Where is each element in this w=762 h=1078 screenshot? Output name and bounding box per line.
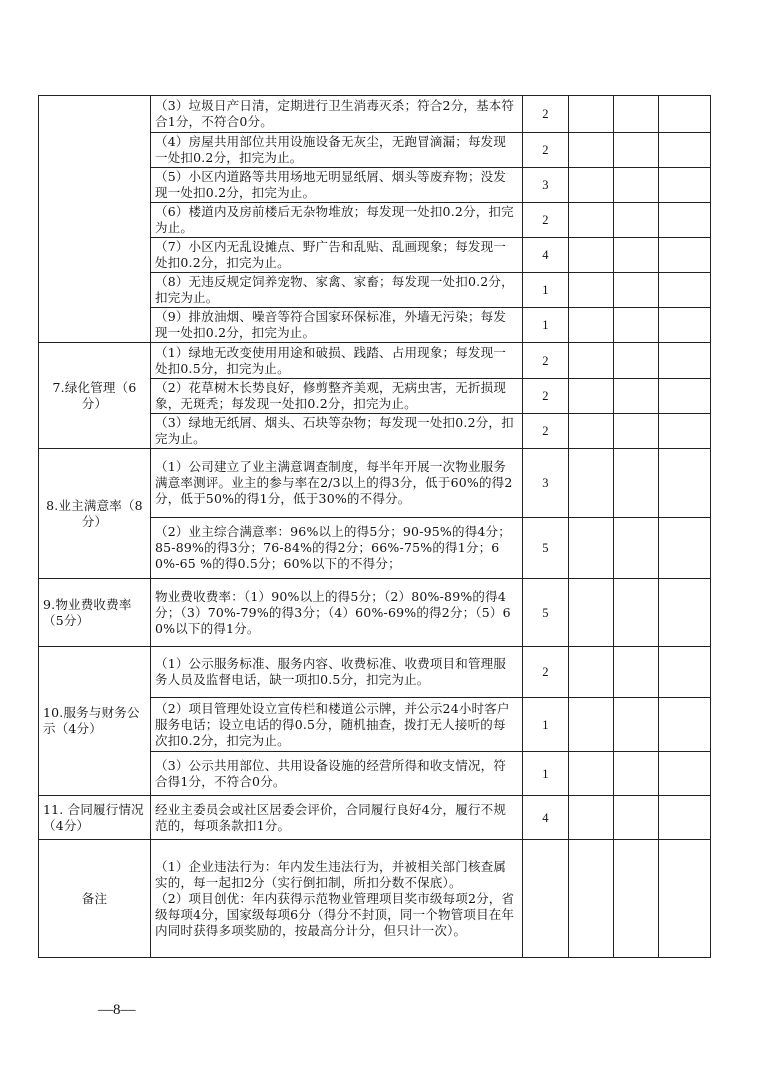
score-cell bbox=[569, 308, 614, 343]
score-cell bbox=[614, 414, 659, 449]
score-cell bbox=[614, 449, 659, 518]
score-cell bbox=[614, 796, 659, 840]
score-cell bbox=[659, 238, 711, 273]
score-cell bbox=[569, 238, 614, 273]
table-row bbox=[39, 647, 711, 698]
score-cell bbox=[569, 752, 614, 796]
points-cell: 2 bbox=[523, 647, 569, 698]
score-cell bbox=[614, 379, 659, 414]
score-cell bbox=[659, 647, 711, 698]
points-cell: 4 bbox=[523, 796, 569, 840]
score-cell bbox=[659, 133, 711, 168]
item-text: （1）绿地无改变使用用途和破损、践踏、占用现象；每发现一处扣0.5分，扣完为止。 bbox=[151, 343, 523, 379]
score-cell bbox=[614, 840, 659, 958]
score-cell bbox=[659, 518, 711, 579]
points-cell bbox=[523, 840, 569, 958]
table-row bbox=[39, 796, 711, 840]
item-text: （1）公示服务标准、服务内容、收费标准、收费项目和管理服务人员及监督电话，缺一项扣0.5分，扣完为止。 bbox=[151, 647, 523, 698]
item-text: 经业主委员会或社区居委会评价，合同履行良好4分，履行不规范的，每项条款扣1分。 bbox=[151, 796, 523, 840]
category-service-finance-disclosure: 10.服务与财务公示（4分） bbox=[39, 647, 151, 796]
score-cell bbox=[659, 579, 711, 647]
points-cell: 2 bbox=[523, 343, 569, 379]
score-cell bbox=[569, 796, 614, 840]
score-cell bbox=[569, 518, 614, 579]
score-cell bbox=[569, 343, 614, 379]
score-cell bbox=[614, 752, 659, 796]
score-cell bbox=[659, 343, 711, 379]
score-cell bbox=[659, 203, 711, 238]
score-cell bbox=[614, 647, 659, 698]
item-text: （9）排放油烟、噪音等符合国家环保标准，外墙无污染；每发现一处扣0.2分，扣完为止。 bbox=[151, 308, 523, 343]
points-cell: 2 bbox=[523, 414, 569, 449]
score-cell bbox=[659, 379, 711, 414]
points-cell: 2 bbox=[523, 203, 569, 238]
score-cell bbox=[569, 133, 614, 168]
points-cell: 2 bbox=[523, 96, 569, 133]
points-cell: 5 bbox=[523, 518, 569, 579]
item-text: （2）花草树木长势良好，修剪整齐美观，无病虫害，无折损现象，无斑秃；每发现一处扣0.2分，扣完为止。 bbox=[151, 379, 523, 414]
page-number: —8— bbox=[98, 1002, 136, 1018]
score-cell bbox=[569, 96, 614, 133]
item-text: 物业费收费率：（1）90%以上的得5分；（2）80%-89%的得4分；（3）70%-79%的得3分；（4）60%-69%的得2分；（5）60%以下的得1分。 bbox=[151, 579, 523, 647]
table-row bbox=[39, 449, 711, 518]
score-cell bbox=[569, 379, 614, 414]
item-text: （1）公司建立了业主满意调查制度，每半年开展一次物业服务满意率测评。业主的参与率在2/3以上的得3分，低于60%的得2分，低于50%的得1分，低于30%的不得分。 bbox=[151, 449, 523, 518]
table-row bbox=[39, 579, 711, 647]
table-row bbox=[39, 96, 711, 133]
score-cell bbox=[569, 203, 614, 238]
score-cell bbox=[614, 579, 659, 647]
remark-line: （2）项目创优：年内获得示范物业管理项目奖市级每项2分，省级每项4分，国家级每项6分（得分不封顶，同一个物管项目在年内同时获得多项奖励的，按最高分计分，但只计一次）。 bbox=[155, 890, 515, 938]
item-text: （7）小区内无乱设摊点、野广告和乱贴、乱画现象；每发现一处扣0.2分，扣完为止。 bbox=[151, 238, 523, 273]
score-cell bbox=[614, 203, 659, 238]
category-fee-collection-rate: 9.物业费收费率（5分） bbox=[39, 579, 151, 647]
table-row bbox=[39, 343, 711, 379]
points-cell: 1 bbox=[523, 752, 569, 796]
score-cell bbox=[659, 449, 711, 518]
table-row bbox=[39, 840, 711, 958]
score-cell bbox=[569, 698, 614, 752]
score-cell bbox=[614, 238, 659, 273]
score-cell bbox=[614, 168, 659, 203]
category-remarks: 备注 bbox=[39, 840, 151, 958]
item-text: （3）绿地无纸屑、烟头、石块等杂物；每发现一处扣0.2分，扣完为止。 bbox=[151, 414, 523, 449]
score-cell bbox=[614, 96, 659, 133]
score-cell bbox=[569, 449, 614, 518]
scoring-table-page bbox=[38, 95, 711, 958]
score-cell bbox=[569, 273, 614, 308]
item-text: （3）公示共用部位、共用设备设施的经营所得和收支情况，符合得1分，不符合0分。 bbox=[151, 752, 523, 796]
score-cell bbox=[659, 308, 711, 343]
score-cell bbox=[659, 414, 711, 449]
score-cell bbox=[614, 698, 659, 752]
points-cell: 1 bbox=[523, 308, 569, 343]
item-text: （2）业主综合满意率：96%以上的得5分；90-95%的得4分；85-89%的得3分；76-84%的得2分；66%-75%的得1分；60%-65 %的得0.5分；60%以下的不得分； bbox=[151, 518, 523, 579]
score-cell bbox=[659, 273, 711, 308]
category-cell-continued bbox=[39, 96, 151, 343]
category-contract-performance: 11. 合同履行情况（4分） bbox=[39, 796, 151, 840]
score-cell bbox=[659, 698, 711, 752]
score-cell bbox=[659, 96, 711, 133]
score-cell bbox=[614, 343, 659, 379]
score-cell bbox=[659, 168, 711, 203]
points-cell: 3 bbox=[523, 449, 569, 518]
remark-line: （1）企业违法行为：年内发生违法行为，并被相关部门核查属实的，每一起扣2分（实行倒扣制，所扣分数不保底）。 bbox=[155, 858, 507, 890]
score-cell bbox=[614, 273, 659, 308]
item-text: （2）项目管理处设立宣传栏和楼道公示牌，并公示24小时客户服务电话；设立电话的得0.5分，随机抽查，拨打无人接听的每次扣0.2分，扣完为止。 bbox=[151, 698, 523, 752]
points-cell: 1 bbox=[523, 273, 569, 308]
score-cell bbox=[569, 840, 614, 958]
score-cell bbox=[659, 796, 711, 840]
item-text: （3）垃圾日产日清，定期进行卫生消毒灭杀；符合2分，基本符合1分，不符合0分。 bbox=[151, 96, 523, 133]
score-cell bbox=[659, 752, 711, 796]
score-cell bbox=[614, 308, 659, 343]
item-text: （5）小区内道路等共用场地无明显纸屑、烟头等废弃物；没发现一处扣0.2分，扣完为止。 bbox=[151, 168, 523, 203]
score-cell bbox=[569, 414, 614, 449]
scoring-table bbox=[38, 95, 711, 958]
category-owner-satisfaction: 8.业主满意率（8分） bbox=[39, 449, 151, 579]
points-cell: 3 bbox=[523, 168, 569, 203]
score-cell bbox=[569, 168, 614, 203]
points-cell: 2 bbox=[523, 133, 569, 168]
category-greening: 7.绿化管理（6分） bbox=[39, 343, 151, 449]
points-cell: 2 bbox=[523, 379, 569, 414]
score-cell bbox=[614, 518, 659, 579]
score-cell bbox=[569, 579, 614, 647]
item-text: （6）楼道内及房前楼后无杂物堆放；每发现一处扣0.2分，扣完为止。 bbox=[151, 203, 523, 238]
score-cell bbox=[569, 647, 614, 698]
score-cell bbox=[614, 133, 659, 168]
score-cell bbox=[659, 840, 711, 958]
item-text: （4）房屋共用部位共用设施设备无灰尘，无跑冒滴漏；每发现一处扣0.2分，扣完为止。 bbox=[151, 133, 523, 168]
item-text: （8）无违反规定饲养宠物、家禽、家畜；每发现一处扣0.2分，扣完为止。 bbox=[151, 273, 523, 308]
points-cell: 5 bbox=[523, 579, 569, 647]
points-cell: 1 bbox=[523, 698, 569, 752]
points-cell: 4 bbox=[523, 238, 569, 273]
remarks-text bbox=[151, 840, 523, 958]
